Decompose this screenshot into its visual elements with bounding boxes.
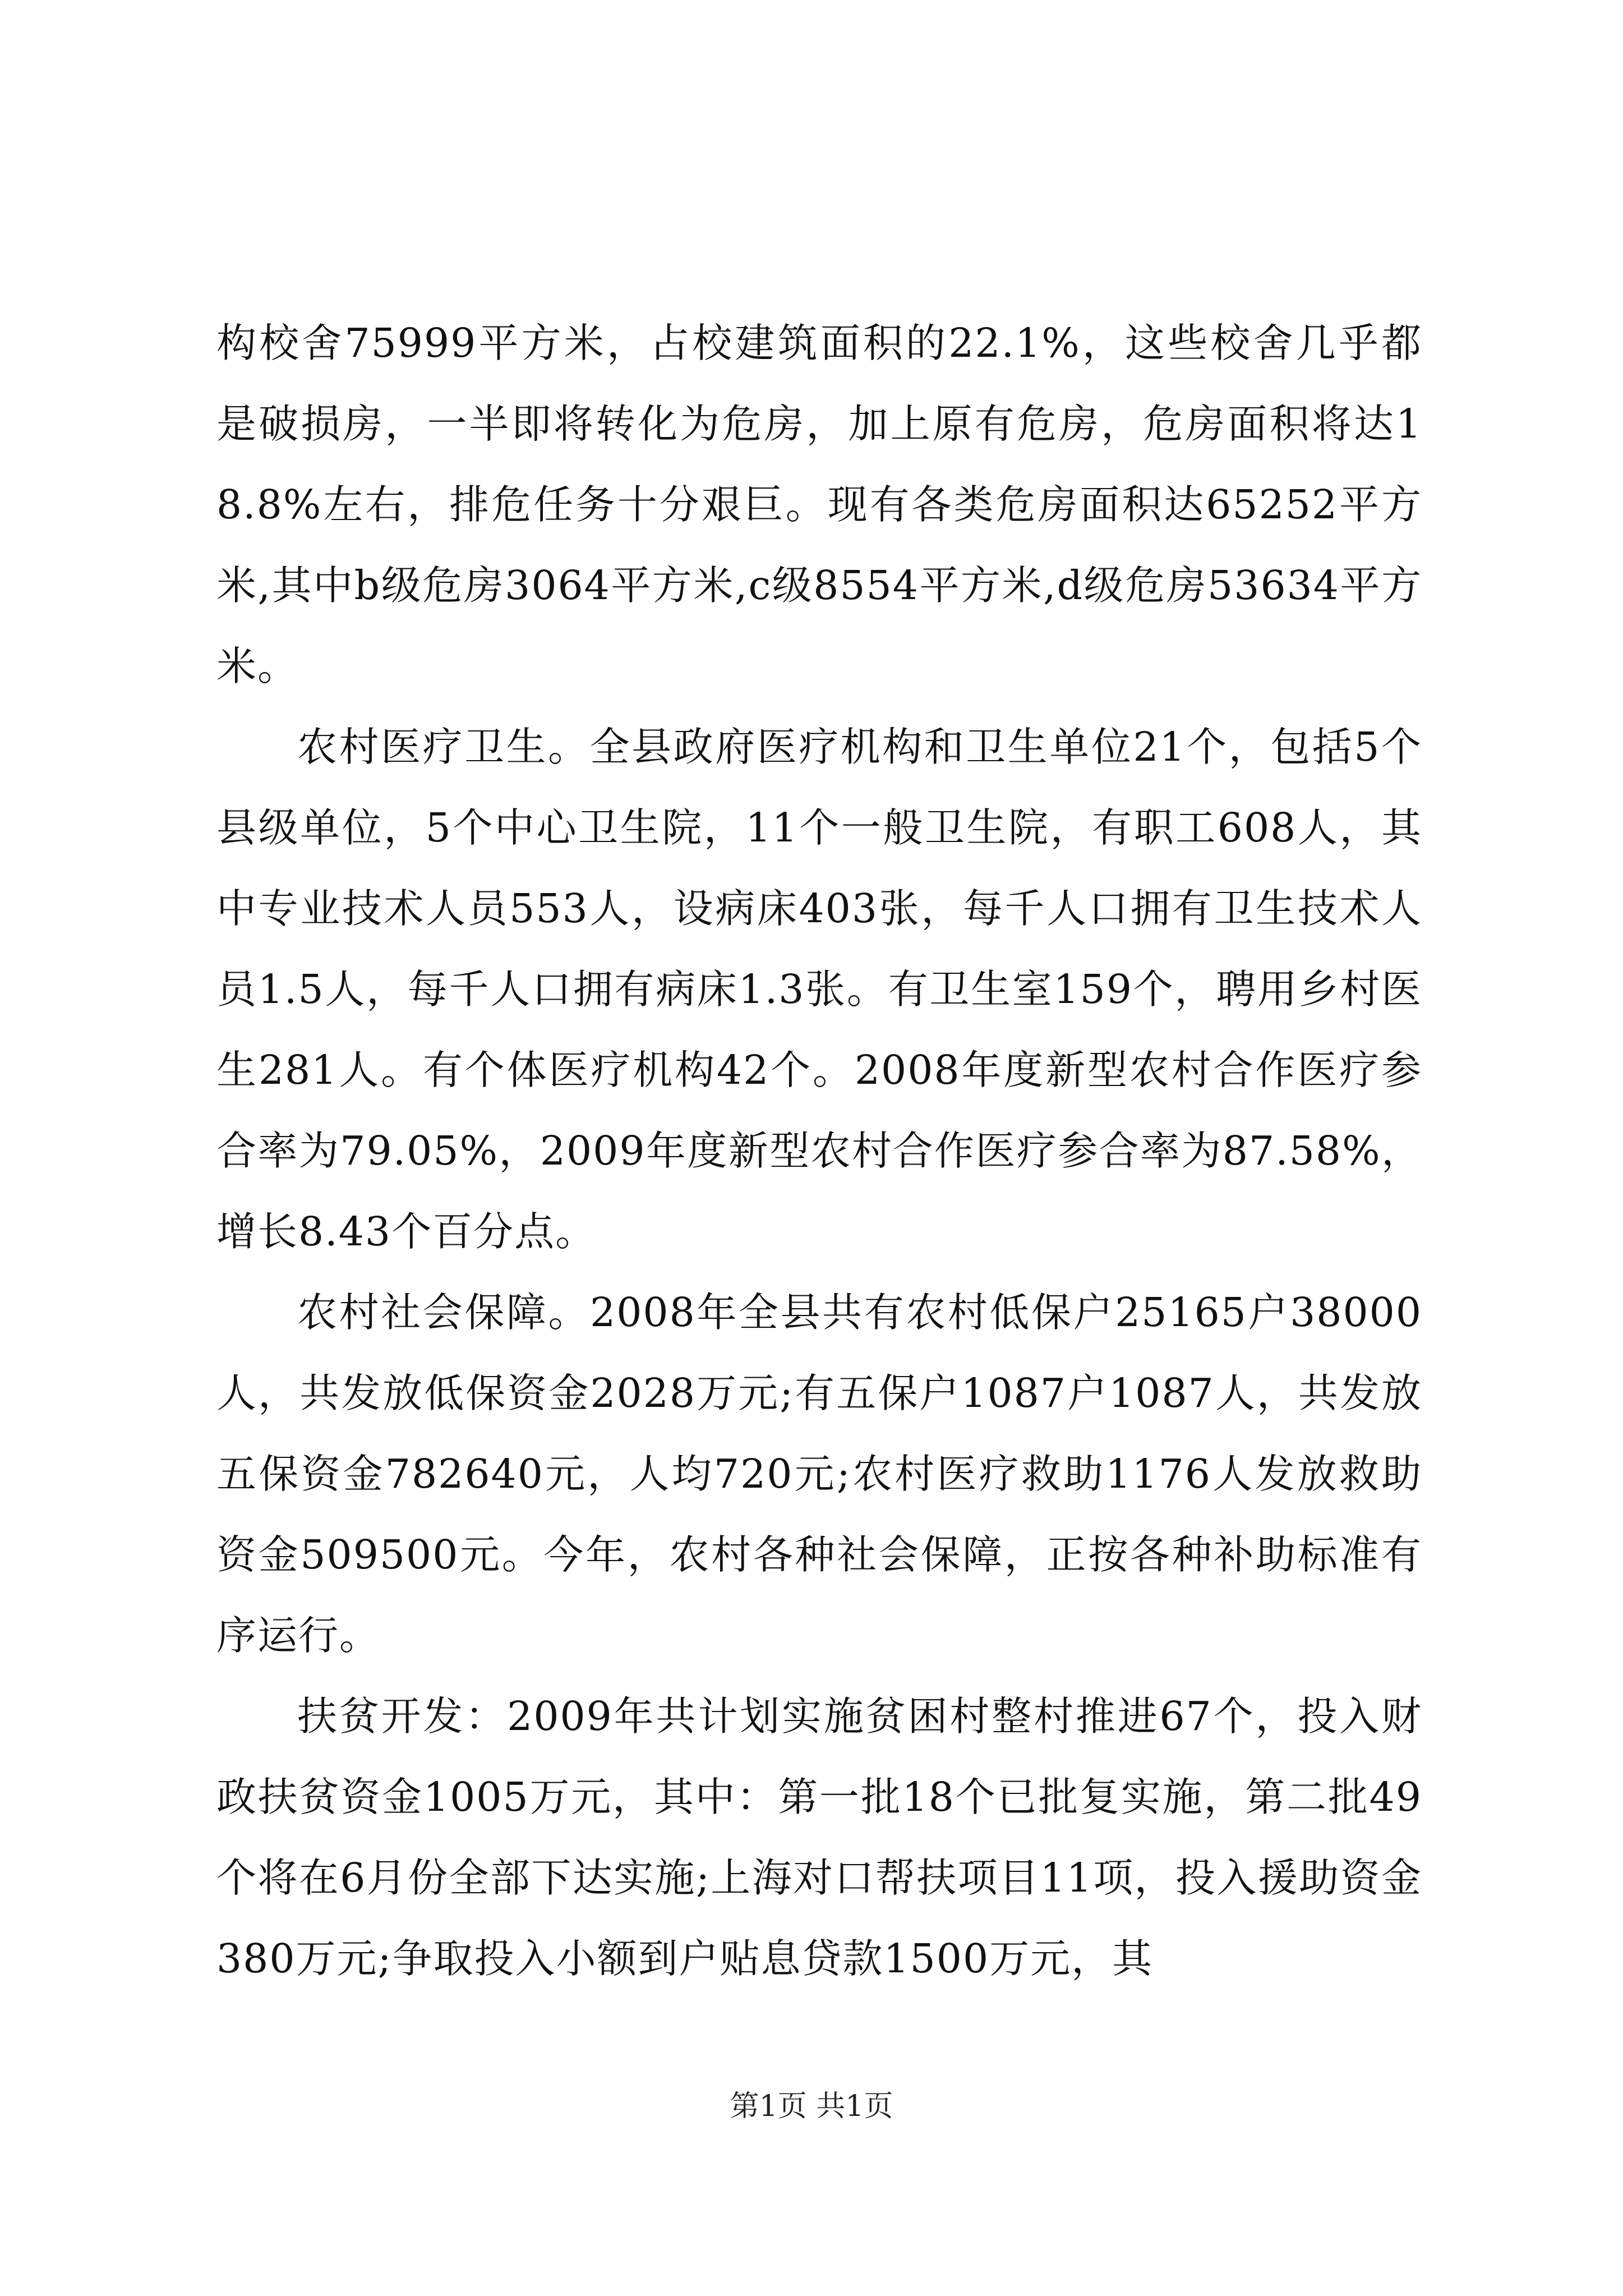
document-body <box>216 303 1422 1999</box>
paragraph-school-buildings: 构校舍75999平方米，占校建筑面积的22.1%，这些校舍几乎都是破损房，一半即将转化为危房，加上原有危房，危房面积将达18.8%左右，排危任务十分艰巨。现有各类危房面积达65252平方米,其中b级危房3064平方米,c级8554平方米,d级危房53634平方米。 <box>216 320 1422 689</box>
paragraph-rural-social-security: 农村社会保障。2008年全县共有农村低保户25165户38000人，共发放低保资金2028万元;有五保户1087户1087人，共发放五保资金782640元，人均720元;农村医疗救助1176人发放救助资金509500元。今年，农村各种社会保障，正按各种补助标准有序运行。 <box>216 1289 1422 1659</box>
paragraph-poverty-alleviation: 扶贫开发：2009年共计划实施贫困村整村推进67个，投入财政扶贫资金1005万元，其中：第一批18个已批复实施，第二批49个将在6月份全部下达实施;上海对口帮扶项目11项，投入援助资金380万元;争取投入小额到户贴息贷款1500万元，其 <box>216 1693 1422 1982</box>
paragraph-rural-healthcare: 农村医疗卫生。全县政府医疗机构和卫生单位21个，包括5个县级单位，5个中心卫生院，11个一般卫生院，有职工608人，其中专业技术人员553人，设病床403张，每千人口拥有卫生技术人员1.5人，每千人口拥有病床1.3张。有卫生室159个，聘用乡村医生281人。有个体医疗机构42个。2008年度新型农村合作医疗参合率为79.05%，2009年度新型农村合作医疗参合率为87.58%，增长8.43个百分点。 <box>216 724 1422 1255</box>
page-number-footer: 第1页 共1页 <box>730 2090 893 2123</box>
